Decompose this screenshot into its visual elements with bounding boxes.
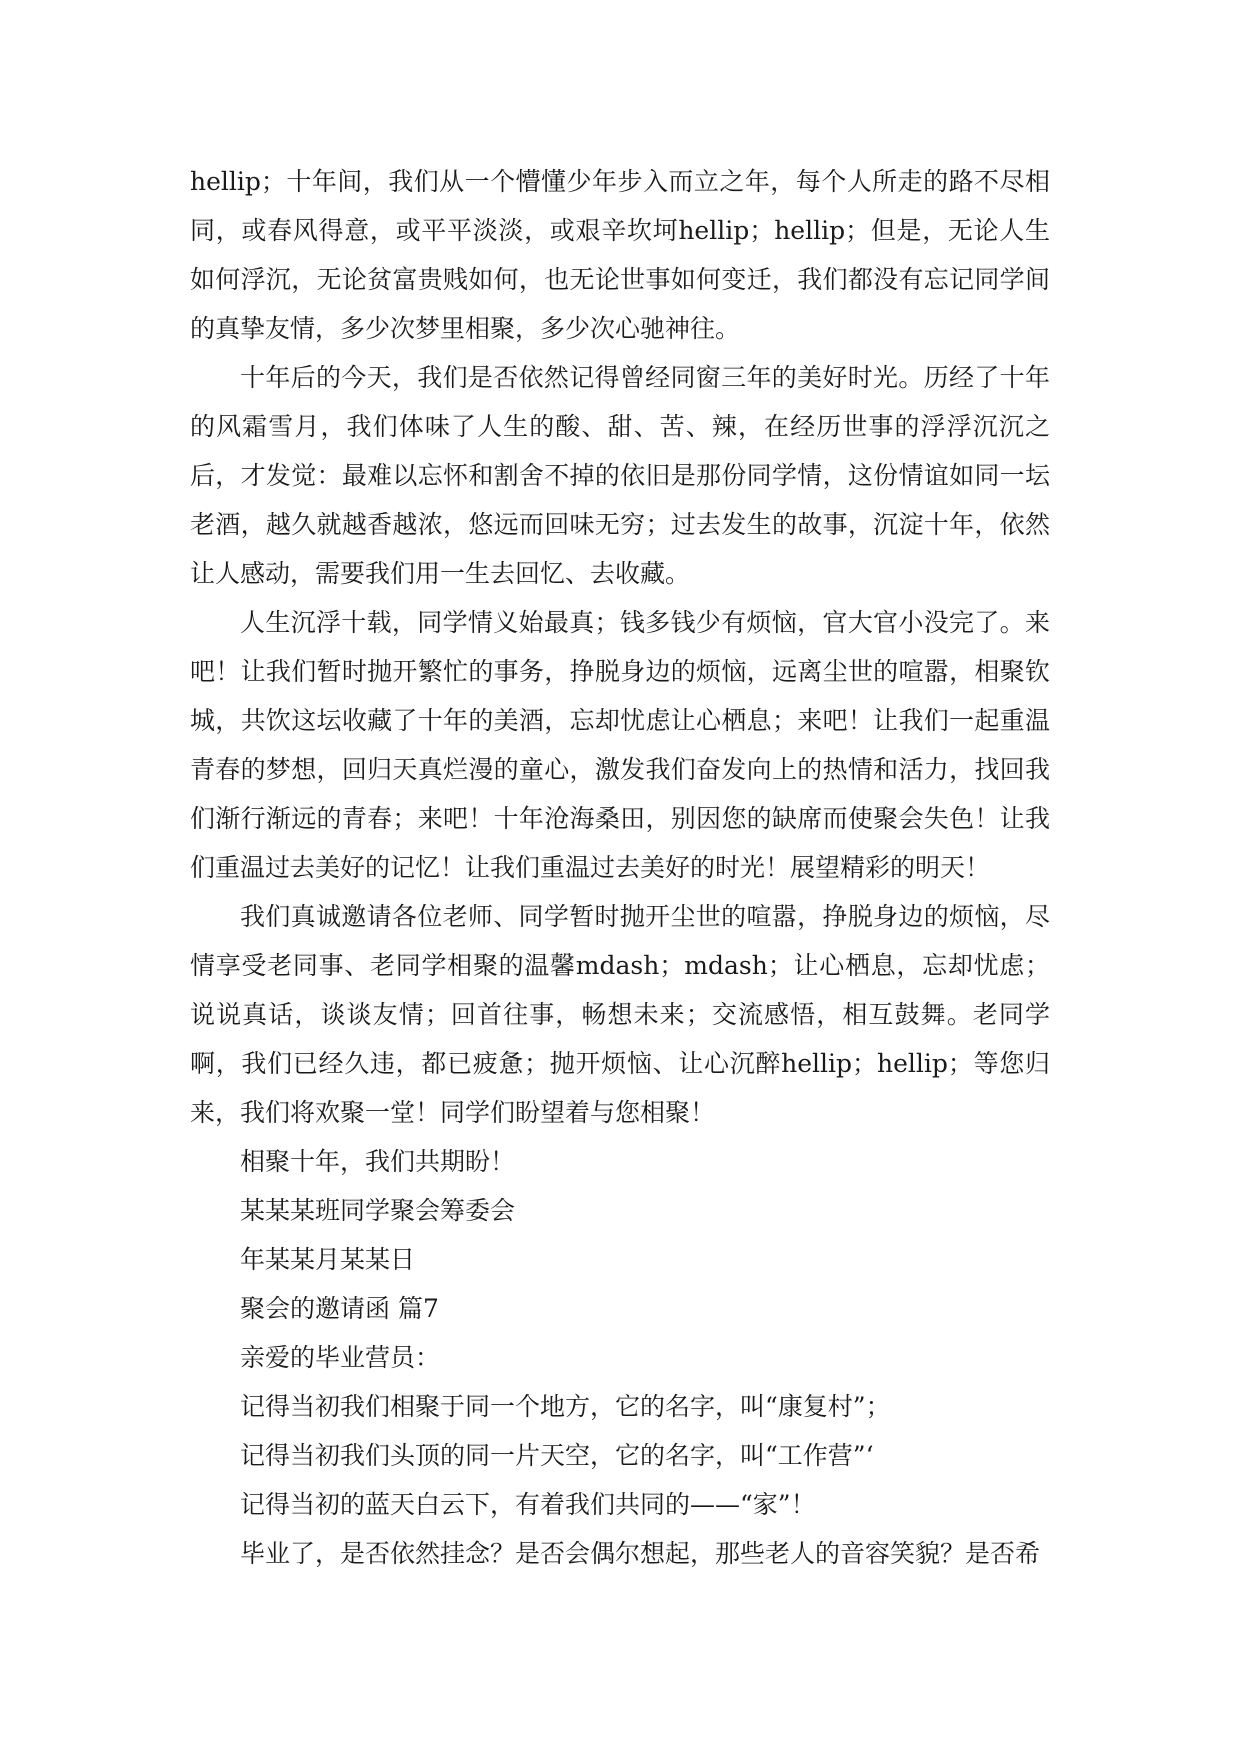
section-heading: 聚会的邀请函 篇7 [240,1294,439,1323]
salutation: 亲爱的毕业营员： [240,1343,441,1372]
text-line: 记得当初我们相聚于同一个地方，它的名字，叫“康复村”； [240,1392,891,1421]
paragraph: 我们真诚邀请各位老师、同学暂时抛开尘世的喧嚣，挣脱身边的烦恼，尽情享受老同事、老同学相聚的温馨mdash；mdash；让心栖息，忘却忧虑；说说真话，谈谈友情；回首往事，畅想未来；交流感悟，相互鼓舞。老同学啊，我们已经久违，都已疲惫；抛开烦恼、让心沉醉hellip；hellip；等您归来，我们将欢聚一堂！同学们盼望着与您相聚！ [190,902,1050,1127]
signature-organizer: 某某某班同学聚会筹委会 [240,1196,516,1225]
paragraph: 十年后的今天，我们是否依然记得曾经同窗三年的美好时光。历经了十年的风霜雪月，我们体味了人生的酸、甜、苦、辣，在经历世事的浮浮沉沉之后，才发觉：最难以忘怀和割舍不掉的依旧是那份同学情，这份情谊如同一坛老酒，越久就越香越浓，悠远而回味无穷；过去发生的故事，沉淀十年，依然让人感动，需要我们用一生去回忆、去收藏。 [190,363,1050,588]
document-body [190,157,1050,1578]
text-line: 记得当初的蓝天白云下，有着我们共同的——“家”！ [240,1490,816,1519]
paragraph: 人生沉浮十载，同学情义始最真；钱多钱少有烦恼，官大官小没完了。来吧！让我们暂时抛开繁忙的事务，挣脱身边的烦恼，远离尘世的喧嚣，相聚钦城，共饮这坛收藏了十年的美酒，忘却忧虑让心栖息；来吧！让我们一起重温青春的梦想，回归天真烂漫的童心，激发我们奋发向上的热情和活力，找回我们渐行渐远的青春；来吧！十年沧海桑田，别因您的缺席而使聚会失色！让我们重温过去美好的记忆！让我们重温过去美好的时光！展望精彩的明天！ [190,608,1050,882]
closing-line: 相聚十年，我们共期盼！ [240,1147,516,1176]
text-line: 记得当初我们头顶的同一片天空，它的名字，叫“工作营”‘ [240,1441,874,1470]
signature-date: 年某某月某某日 [240,1245,416,1274]
text-line: 毕业了，是否依然挂念？是否会偶尔想起，那些老人的音容笑貌？是否希 [240,1539,1041,1568]
paragraph: hellip；十年间，我们从一个懵懂少年步入而立之年，每个人所走的路不尽相同，或春风得意，或平平淡淡，或艰辛坎坷hellip；hellip；但是，无论人生如何浮沉，无论贫富贵贱如何，也无论世事如何变迁，我们都没有忘记同学间的真挚友情，多少次梦里相聚，多少次心驰神往。 [190,167,1050,343]
